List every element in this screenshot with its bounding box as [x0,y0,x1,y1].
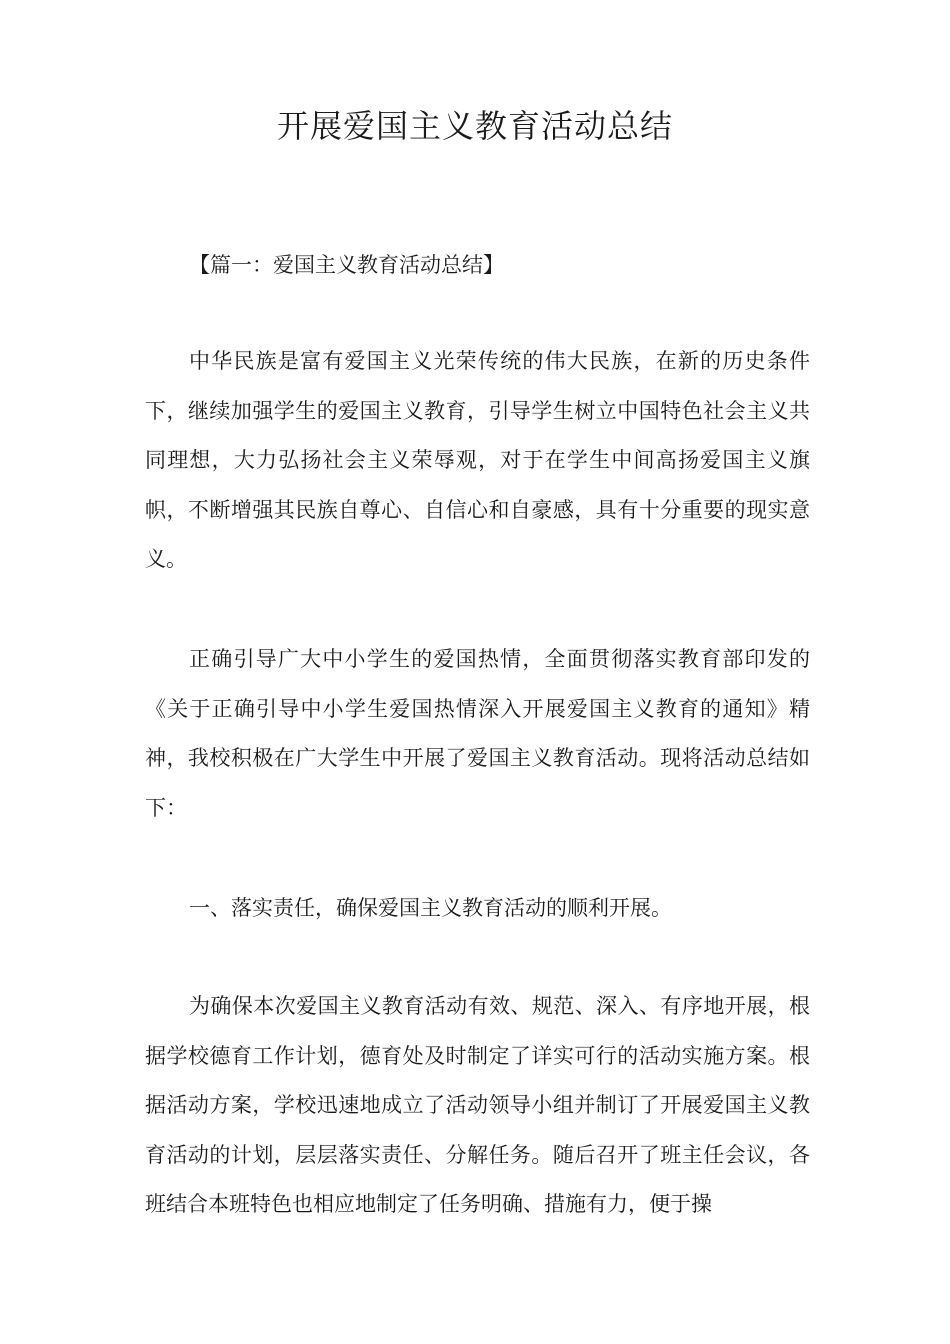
section-heading-responsibility: 一、落实责任，确保爱国主义教育活动的顺利开展。 [189,896,672,920]
section-subheading: 【篇一：爱国主义教育活动总结】 [189,253,504,277]
paragraph-intro: 中华民族是富有爱国主义光荣传统的伟大民族，在新的历史条件下，继续加强学生的爱国主义教育，引导学生树立中国特色社会主义共同理想，大力弘扬社会主义荣辱观，对于在学生中间高扬爱国主义旗帜，不断增强其民族自尊心、自信心和自豪感，具有十分重要的现实意义。 [145,349,810,571]
document-title: 开展爱国主义教育活动总结 [276,107,673,145]
paragraph-guidance: 正确引导广大中小学生的爱国热情，全面贯彻落实教育部印发的《关于正确引导中小学生爱国热情深入开展爱国主义教育的通知》精神，我校积极在广大学生中开展了爱国主义教育活动。现将活动总结如下： [145,647,810,820]
paragraph-implementation: 为确保本次爱国主义教育活动有效、规范、深入、有序地开展，根据学校德育工作计划，德育处及时制定了详实可行的活动实施方案。根据活动方案，学校迅速地成立了活动领导小组并制订了开展爱国主义教育活动的计划，层层落实责任、分解任务。随后召开了班主任会议，各班结合本班特色也相应地制定了任务明确、措施有力，便于操 [145,994,810,1216]
